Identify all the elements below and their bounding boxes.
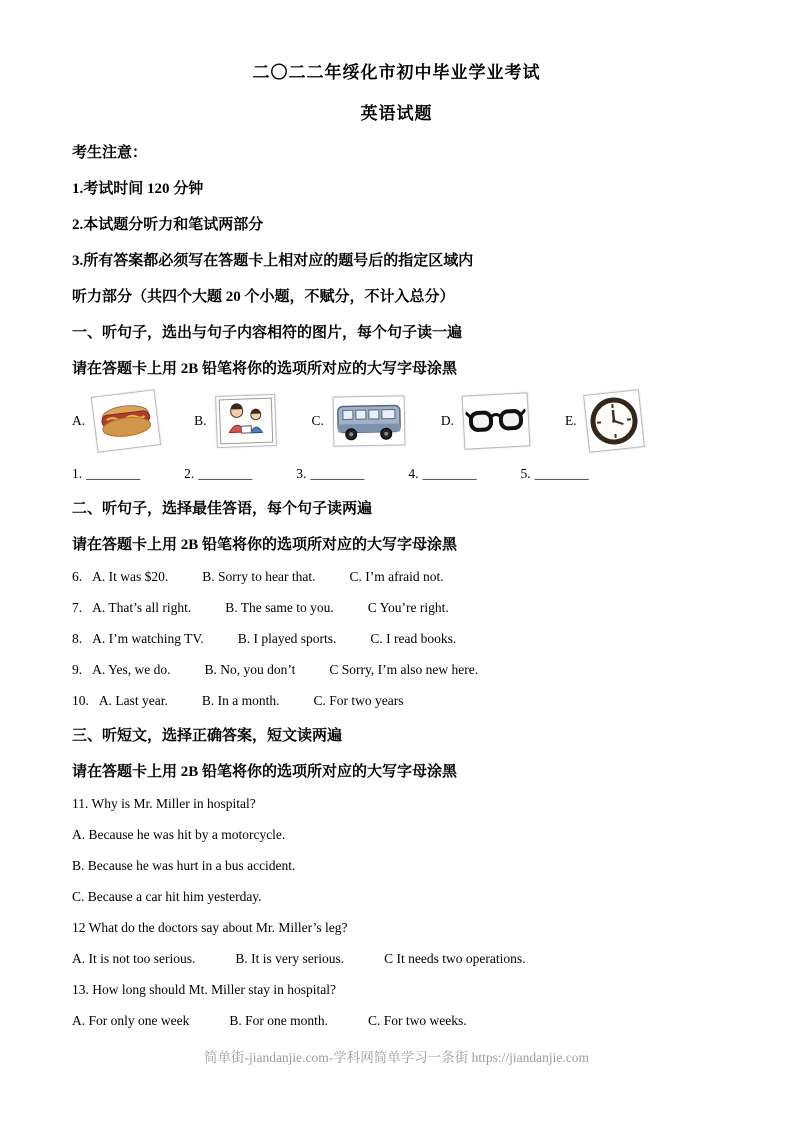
question-text-13: 13. How long should Mt. Miller stay in hospital? (72, 982, 336, 997)
section3-instruction: 请在答题卡上用 2B 铅笔将你的选项所对应的大写字母涂黑 (72, 764, 458, 780)
blank-line: ________ (422, 466, 477, 481)
mc-question-row-10 (72, 686, 721, 717)
answer-blank-3 (296, 466, 364, 482)
option-c: C. For two weeks. (368, 1013, 467, 1028)
option-c: C. I read books. (370, 631, 457, 646)
option-a: A. For only one week (72, 1013, 190, 1028)
answer-blank-4 (408, 466, 476, 482)
picture-option-label: A. (72, 413, 86, 428)
blank-number: 1. (72, 466, 83, 481)
section2-instruction: 请在答题卡上用 2B 铅笔将你的选项所对应的大写字母涂黑 (72, 537, 458, 553)
option-b: B. Sorry to hear that. (202, 569, 316, 584)
option-a: A. It is not too serious. (72, 951, 196, 966)
option-b: B. It is very serious. (235, 951, 345, 966)
blank-number: 4. (408, 466, 419, 481)
blank-line: ________ (310, 466, 365, 481)
listening-part-heading: 听力部分（共四个大题 20 个小题，不赋分，不计入总分） (72, 289, 455, 305)
question-text-12: 12 What do the doctors say about Mr. Miller’s leg? (72, 920, 348, 935)
blank-line: ________ (534, 466, 589, 481)
question-11-option-b: B. Because he was hurt in a bus accident. (72, 858, 296, 873)
section1-instruction: 请在答题卡上用 2B 铅笔将你的选项所对应的大写字母涂黑 (72, 361, 458, 377)
question-13-options-row (72, 1006, 721, 1037)
option-a: A. Yes, we do. (92, 662, 171, 677)
option-c: C Sorry, I’m also new here. (329, 662, 479, 677)
section3-title: 三、听短文，选择正确答案，短文读两遍 (72, 728, 343, 744)
question-11-option-c: C. Because a car hit him yesterday. (72, 889, 262, 904)
picture-option-a (72, 393, 158, 449)
option-a: A. It was $20. (92, 569, 169, 584)
picture-option-b (194, 395, 275, 447)
question-number: 9. (72, 662, 83, 677)
blank-number: 2. (184, 466, 195, 481)
hotdog-icon (91, 389, 161, 452)
notice-line-2: 2.本试题分听力和笔试两部分 (72, 217, 264, 233)
mc-question-row-8 (72, 624, 721, 655)
option-b: B. For one month. (229, 1013, 328, 1028)
picture-option-c (312, 396, 405, 446)
question-number: 8. (72, 631, 83, 646)
notice-line-3: 3.所有答案都必须写在答题卡上相对应的题号后的指定区域内 (72, 253, 474, 269)
option-a: A. That’s all right. (92, 600, 192, 615)
section1-title: 一、听句子，选出与句子内容相符的图片，每个句子读一遍 (72, 325, 463, 341)
option-c: C. For two years (313, 693, 404, 708)
answer-blank-5 (521, 466, 589, 482)
option-c: C It needs two operations. (384, 951, 526, 966)
picture-options-row (72, 386, 721, 458)
footer-watermark: 简单街-jiandanjie.com-学科网简单学习一条街 https://jiandanjie.com (203, 1050, 590, 1065)
bus-icon (332, 395, 405, 446)
page-title: 二〇二二年绥化市初中毕业学业考试 (252, 63, 541, 82)
option-a: A. Last year. (98, 693, 168, 708)
mc-question-row-6 (72, 562, 721, 593)
blank-number: 3. (296, 466, 307, 481)
answer-blanks-row (72, 458, 721, 490)
section2-title: 二、听句子，选择最佳答语，每个句子读两遍 (72, 501, 373, 517)
glasses-icon (462, 392, 531, 449)
option-b: B. In a month. (201, 693, 280, 708)
answer-blank-1 (72, 466, 140, 482)
option-a: A. I’m watching TV. (92, 631, 204, 646)
notice-line-1: 1.考试时间 120 分钟 (72, 181, 204, 197)
picture-option-d (441, 394, 529, 448)
clock-icon (583, 389, 645, 453)
option-b: B. I played sports. (237, 631, 337, 646)
option-c: C. I’m afraid not. (349, 569, 444, 584)
question-12-options-row (72, 944, 721, 975)
question-11-option-a: A. Because he was hit by a motorcycle. (72, 827, 286, 842)
mc-question-row-9 (72, 655, 721, 686)
notice-heading: 考生注意： (72, 145, 148, 161)
question-number: 7. (72, 600, 83, 615)
picture-option-e (565, 392, 642, 450)
answer-blank-2 (184, 466, 252, 482)
question-number: 6. (72, 569, 83, 584)
blank-number: 5. (520, 466, 531, 481)
picture-option-label: E. (565, 413, 577, 428)
picture-option-label: B. (194, 413, 207, 428)
page-subtitle: 英语试题 (360, 104, 433, 123)
blank-line: ________ (198, 466, 253, 481)
option-b: B. The same to you. (225, 600, 334, 615)
option-b: B. No, you don’t (204, 662, 296, 677)
people-reading-icon (215, 394, 277, 448)
question-number: 10. (72, 693, 89, 708)
blank-line: ________ (86, 466, 141, 481)
picture-option-label: C. (311, 413, 324, 428)
mc-question-row-7 (72, 593, 721, 624)
question-text-11: 11. Why is Mr. Miller in hospital? (72, 796, 256, 811)
picture-option-label: D. (440, 413, 455, 428)
option-c: C You’re right. (367, 600, 449, 615)
